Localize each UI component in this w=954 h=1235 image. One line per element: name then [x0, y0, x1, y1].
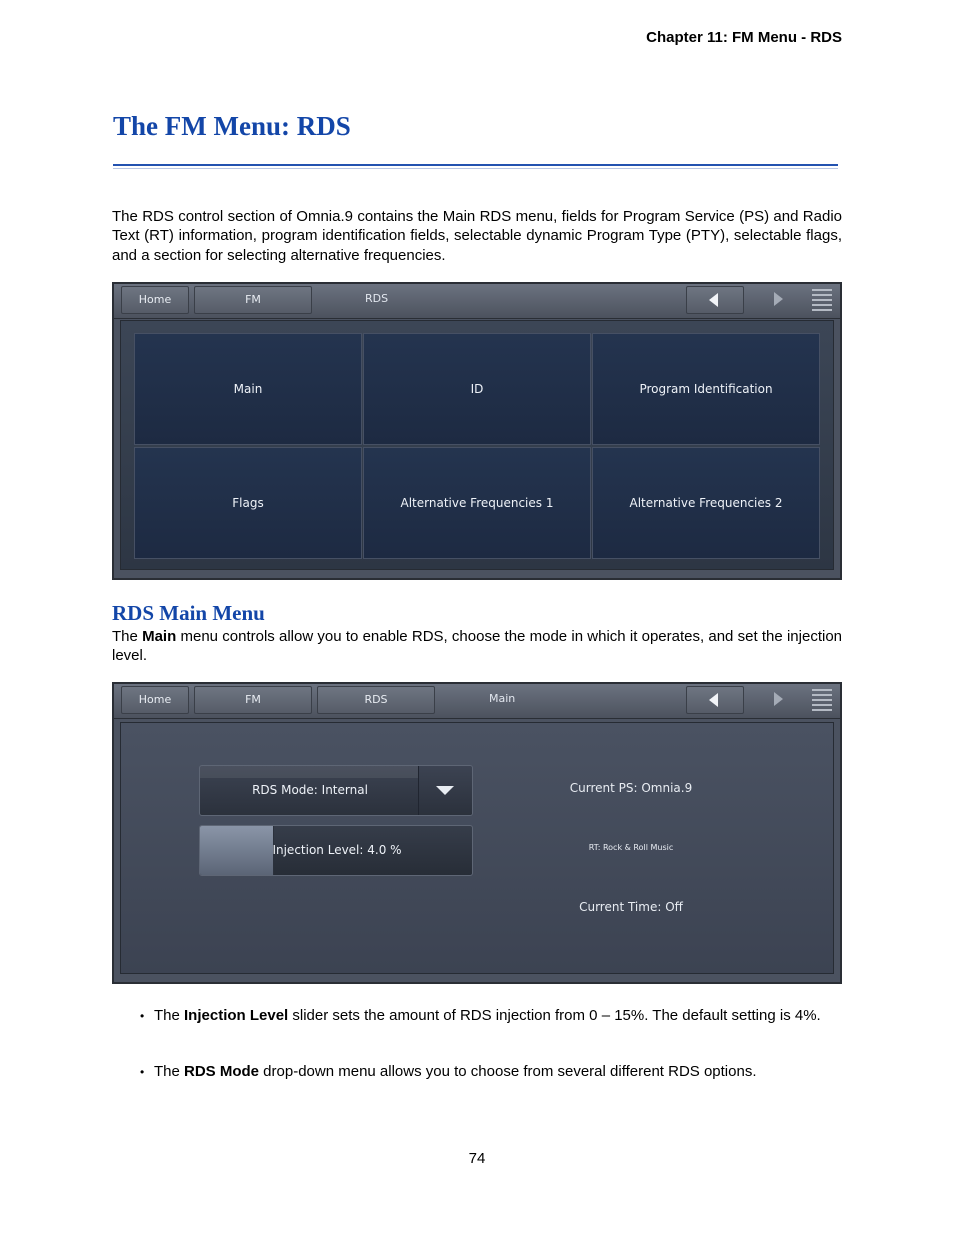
- tile-alternative-frequencies-2-label: Alternative Frequencies 2: [629, 496, 783, 510]
- arrow-left-icon: [709, 693, 718, 707]
- page-number: 74: [468, 1150, 486, 1167]
- bullet-rds-mode: [154, 1062, 842, 1081]
- bullet-text-bold: RDS Mode: [184, 1063, 260, 1080]
- nav-fm-tab[interactable]: FM: [194, 286, 312, 314]
- nav-rds-current: RDS: [365, 292, 389, 305]
- current-time: Current Time: Off: [579, 900, 683, 914]
- nav-rds-tab-2[interactable]: RDS: [317, 686, 435, 714]
- bullet-text-bold: Injection Level: [184, 1007, 289, 1024]
- section-heading: RDS Main Menu: [112, 601, 265, 625]
- rds-menu-screenshot: [112, 282, 842, 580]
- injection-level-slider[interactable]: [199, 825, 473, 876]
- menu-body: [120, 320, 834, 570]
- main-body: [120, 722, 834, 974]
- arrow-right-icon[interactable]: [774, 692, 783, 706]
- nav-bar-2: [114, 684, 840, 719]
- current-ps: Current PS: Omnia.9: [569, 781, 693, 795]
- tile-main-label: Main: [233, 382, 263, 396]
- nav-back-button[interactable]: [686, 286, 744, 314]
- section-text-post: menu controls allow you to enable RDS, choose the mode in which it operates, and set the injection level.: [112, 628, 842, 665]
- tile-program-identification-label: Program Identification: [639, 382, 773, 396]
- title-rule: [113, 164, 838, 166]
- tile-flags[interactable]: [134, 447, 362, 559]
- dropdown-arrow-button[interactable]: [418, 766, 472, 815]
- rds-main-screenshot: [112, 682, 842, 984]
- tile-alternative-frequencies-1-label: Alternative Frequencies 1: [400, 496, 554, 510]
- injection-level-label: Injection Level: 4.0 %: [272, 843, 402, 857]
- nav-home-tab-2[interactable]: Home: [121, 686, 189, 714]
- tile-alternative-frequencies-1[interactable]: [363, 447, 591, 559]
- rds-mode-dropdown[interactable]: [199, 765, 473, 816]
- triangle-down-icon: [436, 786, 454, 795]
- intro-paragraph: The RDS control section of Omnia.9 contains the Main RDS menu, fields for Program Service (PS) and Radio Text (RT) information, program identification fields, selectable dynamic Program Type (PTY), selectable flags, and a section for selecting alternative frequencies.: [112, 208, 842, 264]
- section-paragraph: [112, 627, 842, 666]
- bullet-text-post: slider sets the amount of RDS injection from 0 – 15%. The default setting is 4%.: [288, 1007, 821, 1024]
- tile-flags-label: Flags: [232, 496, 264, 510]
- section-text-pre: The: [112, 628, 143, 645]
- bullet-marker: •: [140, 1065, 145, 1079]
- bullet-marker: •: [140, 1009, 145, 1023]
- bullet-injection-level: [154, 1006, 842, 1025]
- section-text-bold: Main: [142, 628, 177, 645]
- bullet-text-post: drop-down menu allows you to choose from several different RDS options.: [259, 1063, 757, 1080]
- tile-id-label: ID: [470, 382, 484, 396]
- nav-bar: [114, 284, 840, 319]
- rds-mode-label: RDS Mode: Internal: [252, 783, 368, 797]
- nav-back-button-2[interactable]: [686, 686, 744, 714]
- tile-alternative-frequencies-2[interactable]: [592, 447, 820, 559]
- nav-main-current: Main: [489, 692, 516, 705]
- title-rule-light: [113, 168, 838, 169]
- bullet-text-pre: The: [154, 1063, 185, 1080]
- bullet-text-pre: The: [154, 1007, 185, 1024]
- menu-lines-icon[interactable]: [812, 689, 832, 711]
- arrow-left-icon: [709, 293, 718, 307]
- nav-home-tab[interactable]: Home: [121, 286, 189, 314]
- page-title: The FM Menu: RDS: [113, 111, 351, 141]
- chapter-header: Chapter 11: FM Menu - RDS: [646, 29, 842, 46]
- arrow-right-icon[interactable]: [774, 292, 783, 306]
- tile-main[interactable]: [134, 333, 362, 445]
- tile-id[interactable]: [363, 333, 591, 445]
- radio-text: RT: Rock & Roll Music: [588, 843, 674, 852]
- nav-fm-tab-2[interactable]: FM: [194, 686, 312, 714]
- menu-lines-icon[interactable]: [812, 289, 832, 311]
- tile-program-identification[interactable]: [592, 333, 820, 445]
